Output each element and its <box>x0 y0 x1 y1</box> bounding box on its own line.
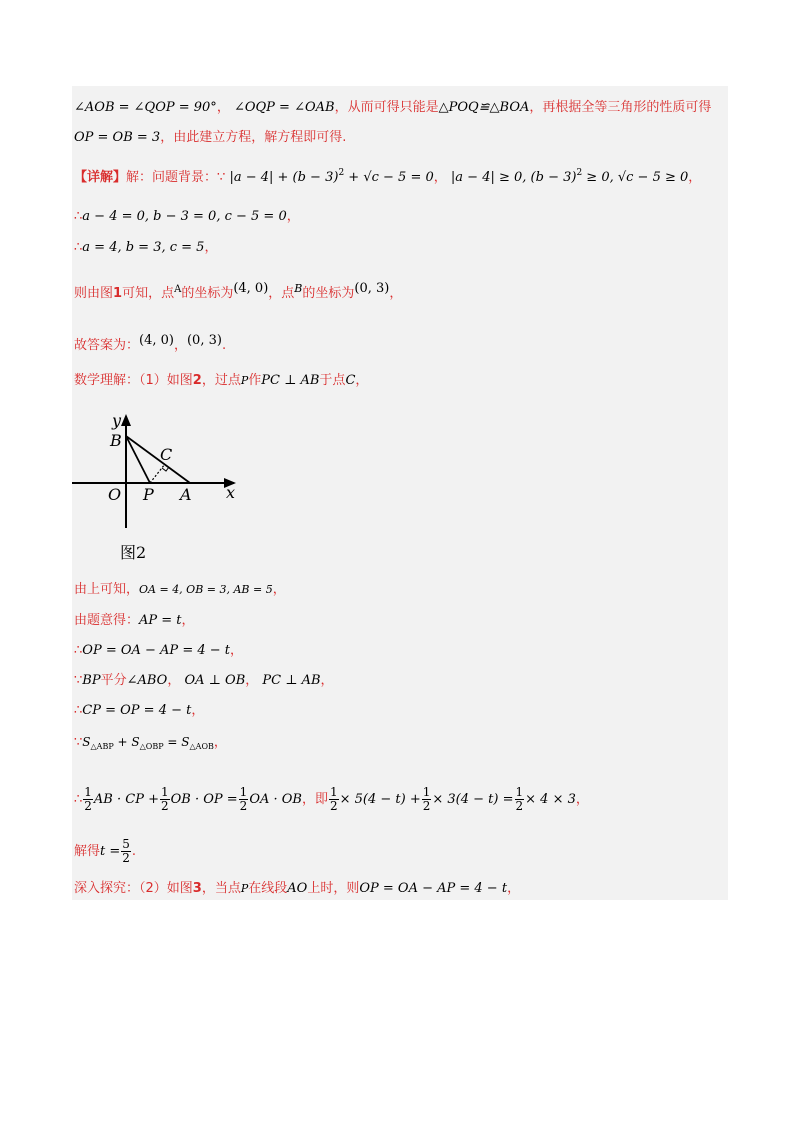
text: 于点 <box>319 373 346 388</box>
punctuation: ， <box>575 792 589 807</box>
subscript: △ABP <box>90 742 114 751</box>
because-symbol: ∵ <box>74 735 83 750</box>
point-label: C <box>345 373 356 388</box>
text: ，过点 <box>201 373 241 388</box>
punctuation: ， <box>507 881 521 896</box>
text: 上时，则 <box>307 881 360 896</box>
text: ，从而可得只能是 <box>334 100 439 115</box>
therefore-symbol: ∴ <box>74 240 83 255</box>
punctuation: ， <box>191 703 205 718</box>
text-line-4 <box>74 208 300 226</box>
subscript: △AOB <box>189 742 214 751</box>
formula: ∠OQP = ∠OAB <box>233 100 335 115</box>
punctuation: ， <box>320 673 334 688</box>
subscript: △OBP <box>139 742 164 751</box>
punctuation: ， <box>389 286 403 301</box>
text: 由题意得： <box>74 613 140 628</box>
formula: |a − 4| + (b − 3) <box>229 170 339 185</box>
text-line-8 <box>74 372 368 390</box>
text: 平分 <box>100 673 127 688</box>
figure-number: 1 <box>113 286 123 301</box>
formula: OA = 4, OB = 3, AB = 5 <box>139 583 273 596</box>
punctuation: ， <box>272 582 286 597</box>
text: ，由此建立方程，解方程即可得. <box>160 130 347 145</box>
point-label: B <box>294 282 303 295</box>
text: 的坐标为 <box>302 286 355 301</box>
formula: OA · OB <box>249 792 302 807</box>
formula: a − 4 = 0, b − 3 = 0, c − 5 = 0 <box>82 209 287 224</box>
figure-2-diagram <box>68 408 248 528</box>
coordinate: (4, 0) <box>139 333 174 348</box>
text: ，当点 <box>201 881 241 896</box>
text: 解得 <box>74 844 101 859</box>
text: 则由图 <box>74 286 114 301</box>
formula: ≥ 0, √c − 5 ≥ 0 <box>582 170 689 185</box>
x-label: x <box>226 483 236 502</box>
text-line-3 <box>74 164 701 187</box>
text-line-15 <box>74 786 589 813</box>
text: ，再根据全等三角形的性质可得 <box>529 100 712 115</box>
text: 故答案为： <box>74 338 140 353</box>
formula: △POQ≌△BOA <box>438 100 530 115</box>
text-line-2 <box>74 129 346 147</box>
punctuation: ， <box>181 613 195 628</box>
text-line-13 <box>74 702 204 720</box>
formula: × 3(4 − t) = <box>432 792 514 807</box>
formula: OP = OA − AP = 4 − t <box>359 881 508 896</box>
fraction: $\frac{1}{2}$ <box>160 785 169 813</box>
punctuation: ， <box>173 338 187 353</box>
fraction: $\frac{1}{2}$ <box>329 785 338 813</box>
text: 数学理解： <box>74 373 140 388</box>
punctuation: ， <box>230 643 244 658</box>
point-label: P <box>240 882 249 895</box>
punctuation: . <box>221 338 227 353</box>
text-line-17 <box>74 880 520 898</box>
point-b-label: B <box>110 431 122 450</box>
formula: PC ⊥ AB <box>262 673 321 688</box>
text: 解：问题背景：∵ <box>126 170 226 185</box>
formula: |a − 4| ≥ 0, (b − 3) <box>450 170 577 185</box>
formula: AP = t <box>139 613 182 628</box>
formula: BP <box>82 673 101 688</box>
therefore-symbol: ∴ <box>74 209 83 224</box>
text-line-12 <box>74 672 334 690</box>
segment-bp <box>126 436 150 483</box>
punctuation: ， <box>286 209 300 224</box>
formula: a = 4, b = 3, c = 5 <box>82 240 205 255</box>
text: 深入探究： <box>74 881 140 896</box>
formula: + S <box>113 735 140 749</box>
formula: AB · CP + <box>93 792 159 807</box>
punctuation: ， <box>688 170 702 185</box>
punctuation: ， <box>213 735 227 750</box>
because-symbol: ∵ <box>74 673 83 688</box>
text-line-6 <box>74 280 402 303</box>
fraction: $\frac{1}{2}$ <box>422 785 431 813</box>
text-line-9 <box>74 581 286 599</box>
text: 可知，点 <box>122 286 175 301</box>
punctuation: ， <box>216 100 230 115</box>
coordinate: (0, 3) <box>186 333 222 348</box>
text-line-1 <box>74 99 711 117</box>
formula: + √c − 5 = 0 <box>344 170 434 185</box>
formula: OB · OP = <box>170 792 238 807</box>
coordinate: (0, 3) <box>354 281 390 296</box>
text: ，点 <box>268 286 295 301</box>
text-line-5 <box>74 239 217 257</box>
therefore-symbol: ∴ <box>74 703 83 718</box>
point-o-label: O <box>108 485 122 504</box>
formula: ∠ABO <box>126 673 168 688</box>
text: （1）如图 <box>139 373 193 388</box>
formula: × 5(4 − t) + <box>339 792 421 807</box>
formula: OP = OA − AP = 4 − t <box>82 643 230 658</box>
figure-number: 3 <box>192 881 202 896</box>
text: 作 <box>248 373 262 388</box>
y-label: y <box>112 411 122 430</box>
fraction: $\frac{1}{2}$ <box>515 785 524 813</box>
section-tag: 【详解】 <box>74 170 127 185</box>
punctuation: ， <box>167 673 181 688</box>
formula: AO <box>287 881 308 896</box>
formula: t = <box>100 844 121 859</box>
text-line-10 <box>74 612 195 630</box>
text: 的坐标为 <box>181 286 234 301</box>
fraction: $\frac{1}{2}$ <box>239 785 248 813</box>
point-label: P <box>240 374 249 387</box>
point-c-label: C <box>160 445 173 464</box>
punctuation: ， <box>204 240 218 255</box>
therefore-symbol: ∴ <box>74 643 83 658</box>
segment-ba <box>126 436 190 483</box>
point-label: A <box>174 284 182 295</box>
figure-caption: 图2 <box>120 543 147 562</box>
punctuation: ， <box>433 170 447 185</box>
fraction: $\frac{5}{2}$ <box>122 837 130 865</box>
text: 在线段 <box>248 881 288 896</box>
formula: S <box>82 735 91 749</box>
formula: OA ⊥ OB <box>184 673 246 688</box>
formula: ∠AOB = ∠QOP = 90° <box>74 100 217 115</box>
formula: CP = OP = 4 − t <box>82 703 192 718</box>
segment-pc <box>150 464 165 483</box>
exponent: 2 <box>338 168 345 178</box>
exponent: 2 <box>576 168 583 178</box>
formula: PC ⊥ AB <box>261 373 320 388</box>
punctuation: ， <box>355 373 369 388</box>
point-p-label: P <box>143 485 154 504</box>
formula: × 4 × 3 <box>525 792 576 807</box>
point-a-label: A <box>180 485 192 504</box>
right-angle-mark <box>162 467 169 471</box>
formula: = S <box>163 735 190 749</box>
fraction: $\frac{1}{2}$ <box>84 785 92 813</box>
text-line-14 <box>74 733 227 756</box>
punctuation: ， <box>245 673 259 688</box>
text-line-7 <box>74 332 226 355</box>
therefore-symbol: ∴ <box>74 792 83 807</box>
text-line-16 <box>74 838 136 865</box>
text: 由上可知， <box>74 582 140 597</box>
formula: OP = OB = 3 <box>74 130 161 145</box>
punctuation: . <box>131 844 137 859</box>
text: ，即 <box>301 792 328 807</box>
text-line-11 <box>74 642 243 660</box>
text: （2）如图 <box>139 881 193 896</box>
coordinate: (4, 0) <box>233 281 269 296</box>
y-axis-arrowhead <box>121 414 131 426</box>
figure-number: 2 <box>192 373 202 388</box>
